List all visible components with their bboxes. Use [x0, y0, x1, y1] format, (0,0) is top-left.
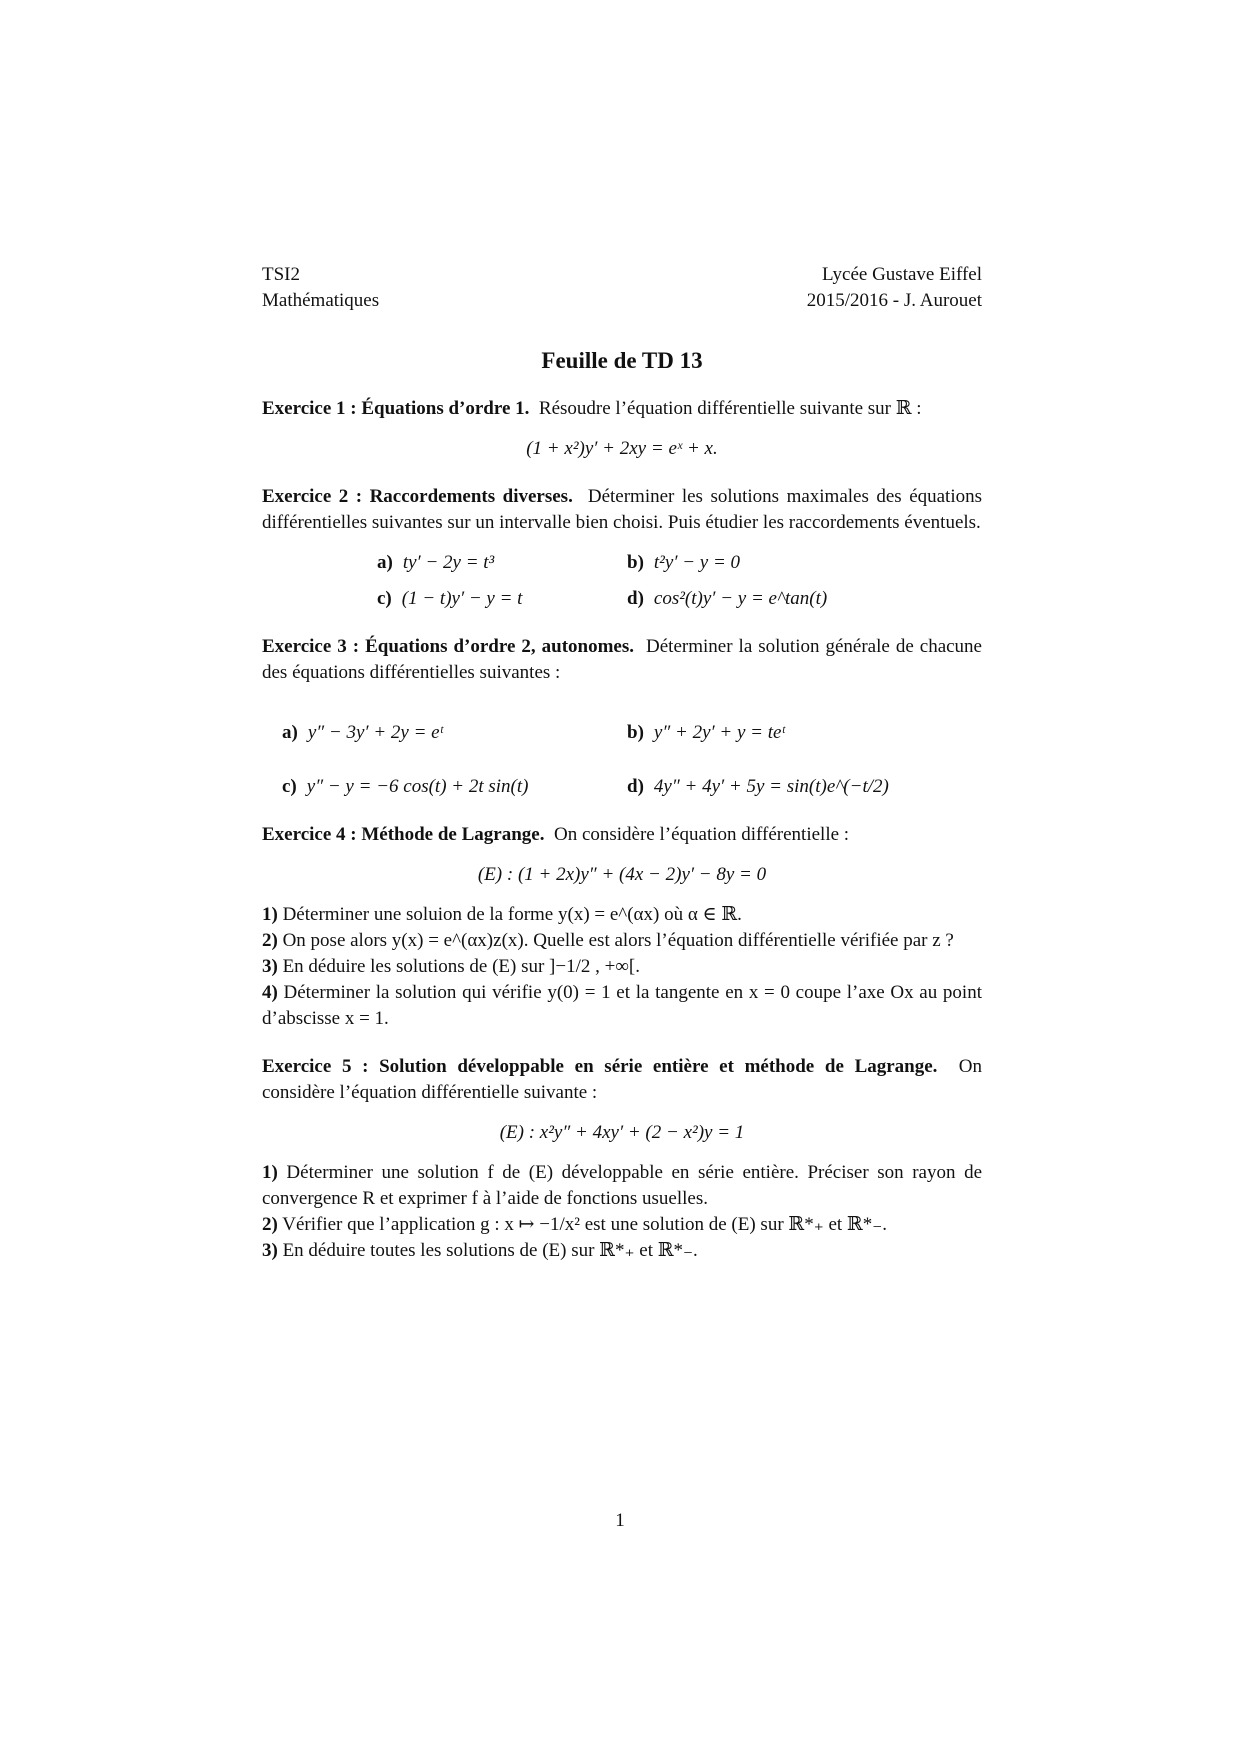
exercise-3 — [262, 634, 982, 800]
exercise-4-text: On considère l’équation différentielle : — [553, 824, 850, 845]
question-2: 2) On pose alors y(x) = e^(αx)z(x). Quelle est alors l’équation différentielle vérifiée par z ? — [262, 930, 954, 951]
exercise-5-text: On considère l’équation différentielle suivante : — [262, 1056, 983, 1103]
equation-d: d) cos²(t)y′ − y = e^tan(t) — [627, 588, 828, 609]
equation-b: b) t²y′ − y = 0 — [627, 552, 741, 573]
equation-c: c) y″ − y = −6 cos(t) + 2t sin(t) — [282, 776, 529, 797]
exercise-4 — [262, 822, 982, 1032]
document-page — [262, 262, 982, 1286]
question-2: 2) Vérifier que l’application g : x ↦ −1/x² est une solution de (E) sur ℝ*₊ et ℝ*₋. — [262, 1214, 888, 1235]
exercise-3-equations — [282, 720, 972, 800]
exercise-1-equation: (1 + x²)y′ + 2xy = eˣ + x. — [526, 438, 718, 459]
exercise-5-heading: Exercice 5 : Solution développable en série entière et méthode de Lagrange. — [262, 1056, 938, 1077]
equation-b: b) y″ + 2y′ + y = teᵗ — [627, 722, 785, 743]
header-left — [262, 262, 379, 314]
class-name: TSI2 — [262, 264, 300, 285]
exercise-3-text: Déterminer la solution générale de chacune des équations différentielles suivantes : — [262, 636, 982, 683]
exercise-1-text: Résoudre l’équation différentielle suivante sur ℝ : — [538, 398, 922, 419]
school-name: Lycée Gustave Eiffel — [821, 264, 982, 285]
exercise-2-heading: Exercice 2 : Raccordements diverses. — [262, 486, 573, 507]
subject: Mathématiques — [262, 290, 380, 311]
exercise-5 — [262, 1054, 982, 1264]
equation-d: d) 4y″ + 4y′ + 5y = sin(t)e^(−t/2) — [627, 776, 889, 797]
question-3: 3) En déduire toutes les solutions de (E) sur ℝ*₊ et ℝ*₋. — [262, 1240, 698, 1261]
equation-a: a) ty′ − 2y = t³ — [377, 552, 495, 573]
year-author: 2015/2016 - J. Aurouet — [806, 290, 982, 311]
page-title: Feuille de TD 13 — [541, 348, 703, 373]
equation-c: c) (1 − t)y′ − y = t — [377, 588, 523, 609]
exercise-4-heading: Exercice 4 : Méthode de Lagrange. — [262, 824, 545, 845]
question-1: 1) Déterminer une solution f de (E) développable en série entière. Préciser son rayon de convergence R et exprimer f à l’aide de fonctions usuelles. — [262, 1162, 983, 1209]
exercise-3-heading: Exercice 3 : Équations d’ordre 2, autonomes. — [262, 636, 635, 657]
exercise-4-equation: (E) : (1 + 2x)y″ + (4x − 2)y′ − 8y = 0 — [477, 864, 767, 885]
question-4: 4) Déterminer la solution qui vérifie y(0) = 1 et la tangente en x = 0 coupe l’axe Ox au point d’abscisse x = 1. — [262, 982, 982, 1029]
question-3: 3) En déduire les solutions de (E) sur ]−1/2 , +∞[. — [262, 956, 640, 977]
exercise-2-text: Déterminer les solutions maximales des équations différentielles suivantes sur un intervalle bien choisi. Puis étudier les raccordements éventuels. — [262, 486, 983, 533]
question-1: 1) Déterminer une soluion de la forme y(x) = e^(αx) où α ∈ ℝ. — [262, 904, 742, 925]
page-number: 1 — [615, 1510, 625, 1531]
header-right — [807, 262, 982, 314]
exercise-2 — [262, 484, 982, 612]
exercise-2-equations — [377, 550, 877, 612]
page-header — [262, 262, 982, 314]
equation-a: a) y″ − 3y′ + 2y = eᵗ — [282, 722, 443, 743]
exercise-1 — [262, 396, 982, 462]
exercise-5-equation: (E) : x²y″ + 4xy′ + (2 − x²)y = 1 — [499, 1122, 745, 1143]
exercise-1-heading: Exercice 1 : Équations d’ordre 1. — [262, 398, 530, 419]
